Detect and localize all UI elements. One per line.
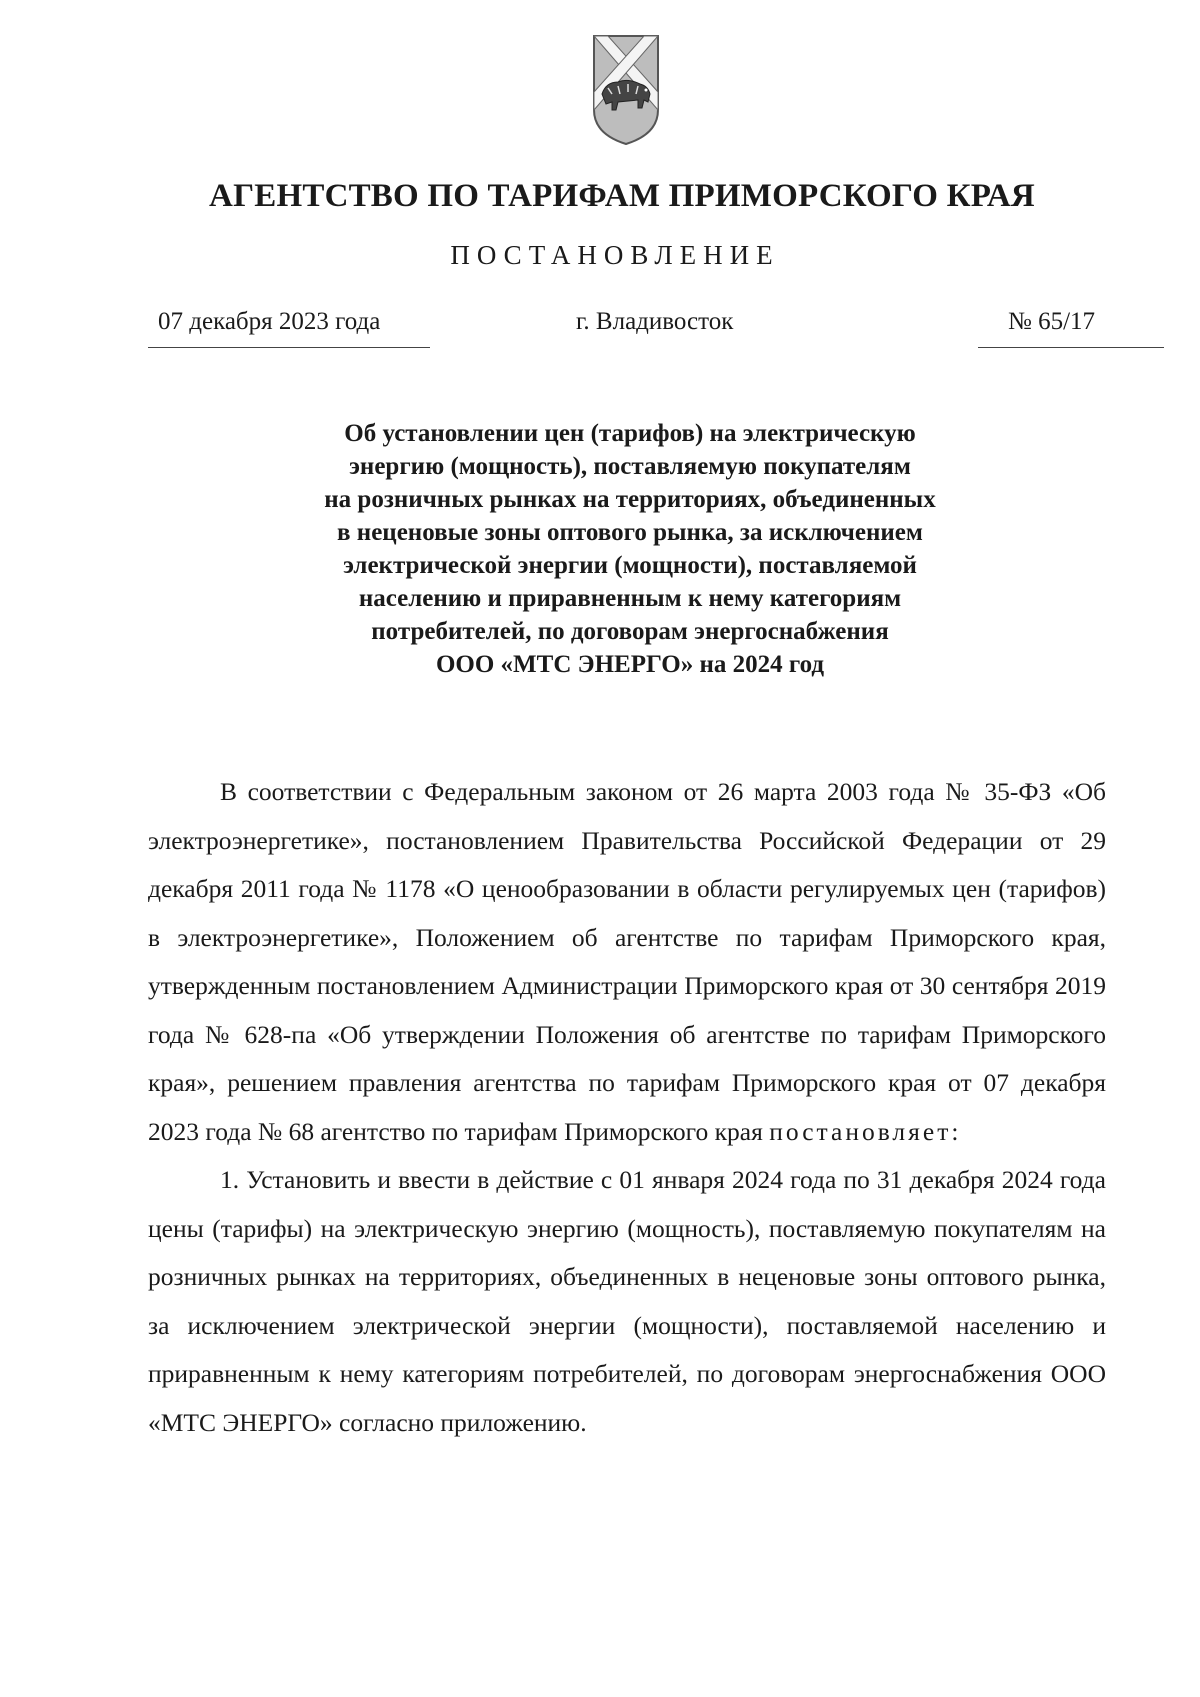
subject-line: на розничных рынках на территориях, объединенных <box>324 486 936 513</box>
document-number: № 65/17 <box>978 308 1164 348</box>
subject-line: Об установлении цен (тарифов) на электрическую <box>344 420 916 447</box>
preamble-text: В соответствии с Федеральным законом от 26 марта 2003 года № 35-ФЗ «Об электроэнергетике», постановлением Правительства Российской Федерации от 29 декабря 2011 года № 1178 «О ценообразовании в области регулируемых цен (тарифов) в электроэнергетике», Положением об агентстве по тарифам Приморского края, утвержденным постановлением Администрации Приморского края от 30 сентября 2019 года № 628-па «Об утверждении Положения об агентстве по тарифам Приморского края», решением правления агентства по тарифам Приморского края от 07 декабря 2023 года № 68 агентство по тарифам Приморского края <box>148 777 1106 1146</box>
coat-of-arms-icon <box>588 30 664 148</box>
subject-line: ООО «МТС ЭНЕРГО» на 2024 год <box>435 651 825 678</box>
subject-line: потребителей, по договорам энергоснабжения <box>371 618 889 645</box>
document-type: ПОСТАНОВЛЕНИЕ <box>450 240 780 270</box>
document-subject <box>200 417 1060 681</box>
document-body <box>148 768 1106 1447</box>
item-1-paragraph: 1. Установить и ввести в действие с 01 января 2024 года по 31 декабря 2024 года цены (тарифы) на электрическую энергию (мощность), поставляемую покупателям на розничных рынках на территориях, объединенных в неценовые зоны оптового рынка, за исключением электрической энергии (мощности), поставляемой населению и приравненным к нему категориям потребителей, по договорам энергоснабжения ООО «МТС ЭНЕРГО» согласно приложению. <box>148 1165 1106 1437</box>
subject-line: электрической энергии (мощности), поставляемой <box>343 552 917 579</box>
subject-line: в неценовые зоны оптового рынка, за исключением <box>337 519 923 546</box>
agency-title: АГЕНТСТВО ПО ТАРИФАМ ПРИМОРСКОГО КРАЯ <box>209 178 1035 214</box>
resolves-text: постановляет: <box>769 1116 962 1146</box>
document-date: 07 декабря 2023 года <box>148 308 430 348</box>
subject-line: энергию (мощность), поставляемую покупателям <box>349 453 911 480</box>
document-city: г. Владивосток <box>576 308 734 335</box>
preamble-paragraph <box>148 768 1106 1156</box>
subject-line: населению и приравненным к нему категориям <box>358 585 902 612</box>
